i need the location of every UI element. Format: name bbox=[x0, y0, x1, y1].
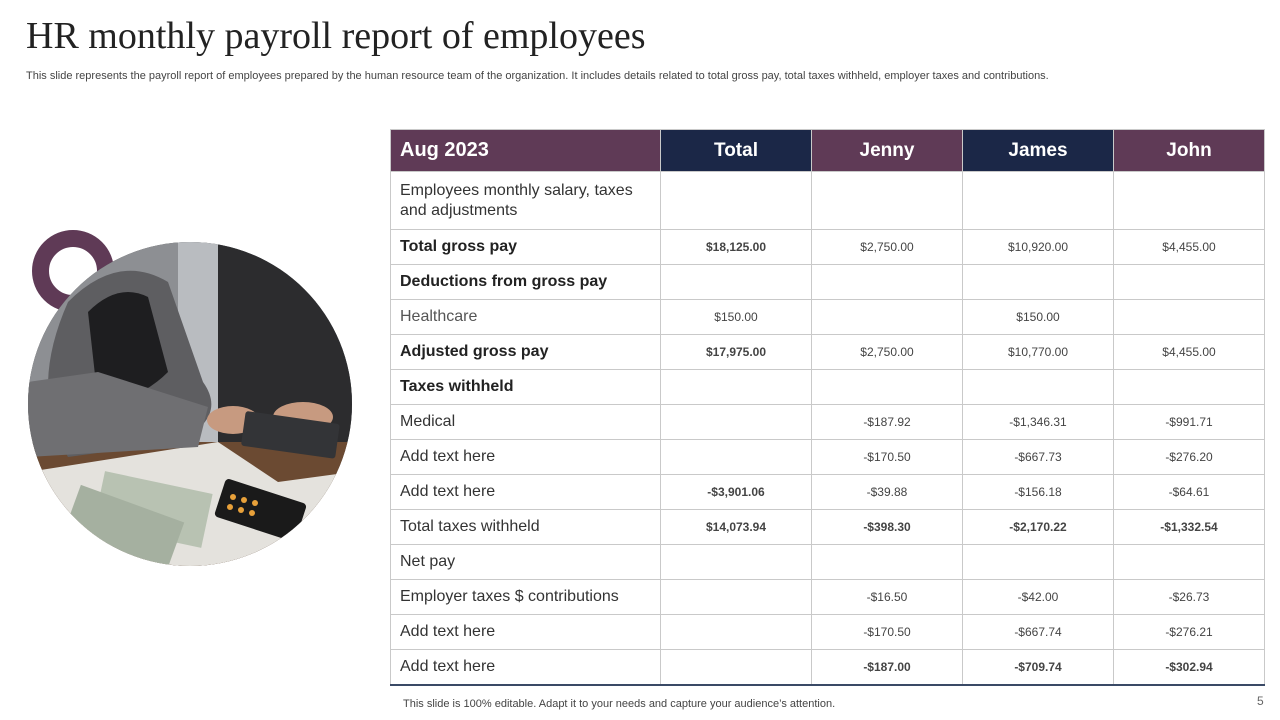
cell-total: $150.00 bbox=[661, 300, 812, 335]
header-john: John bbox=[1114, 130, 1265, 172]
cell-john: -$1,332.54 bbox=[1114, 510, 1265, 545]
cell-james bbox=[963, 172, 1114, 230]
cell-john bbox=[1114, 370, 1265, 405]
row-label: Total gross pay bbox=[391, 230, 661, 265]
table-row bbox=[391, 265, 1265, 300]
cell-total: $18,125.00 bbox=[661, 230, 812, 265]
cell-john: -$991.71 bbox=[1114, 405, 1265, 440]
row-label: Total taxes withheld bbox=[391, 510, 661, 545]
table-row bbox=[391, 580, 1265, 615]
cell-john: -$276.20 bbox=[1114, 440, 1265, 475]
photo-decoration bbox=[26, 228, 356, 568]
table-row bbox=[391, 510, 1265, 545]
page-subtitle: This slide represents the payroll report of employees prepared by the human resource team of the organization. It includes details related to total gross pay, total taxes withheld, employer taxes and contributions. bbox=[26, 70, 1049, 82]
cell-john bbox=[1114, 172, 1265, 230]
table-header-row bbox=[391, 130, 1265, 172]
cell-john: $4,455.00 bbox=[1114, 335, 1265, 370]
footer-note: This slide is 100% editable. Adapt it to your needs and capture your audience’s attention. bbox=[403, 698, 836, 710]
cell-total bbox=[661, 405, 812, 440]
cell-john: $4,455.00 bbox=[1114, 230, 1265, 265]
cell-jenny: -$16.50 bbox=[812, 580, 963, 615]
row-label: Add text here bbox=[391, 440, 661, 475]
table-row bbox=[391, 650, 1265, 686]
row-label: Add text here bbox=[391, 475, 661, 510]
cell-jenny: -$170.50 bbox=[812, 615, 963, 650]
payroll-table bbox=[390, 129, 1265, 686]
cell-james bbox=[963, 370, 1114, 405]
cell-jenny bbox=[812, 370, 963, 405]
cell-total bbox=[661, 265, 812, 300]
cell-john: -$302.94 bbox=[1114, 650, 1265, 686]
cell-jenny bbox=[812, 300, 963, 335]
cell-jenny bbox=[812, 545, 963, 580]
cell-jenny: -$398.30 bbox=[812, 510, 963, 545]
table-row bbox=[391, 615, 1265, 650]
table-row bbox=[391, 172, 1265, 230]
table-row bbox=[391, 405, 1265, 440]
cell-james: -$2,170.22 bbox=[963, 510, 1114, 545]
row-label: Deductions from gross pay bbox=[391, 265, 661, 300]
cell-james bbox=[963, 265, 1114, 300]
page-title: HR monthly payroll report of employees bbox=[26, 15, 646, 57]
cell-jenny: $2,750.00 bbox=[812, 335, 963, 370]
row-label: Employees monthly salary, taxes and adjustments bbox=[391, 172, 661, 230]
cell-jenny: $2,750.00 bbox=[812, 230, 963, 265]
cell-total bbox=[661, 545, 812, 580]
row-label: Medical bbox=[391, 405, 661, 440]
cell-james: -$42.00 bbox=[963, 580, 1114, 615]
cell-jenny: -$187.00 bbox=[812, 650, 963, 686]
cell-james: $10,770.00 bbox=[963, 335, 1114, 370]
table-row bbox=[391, 335, 1265, 370]
cell-total: $14,073.94 bbox=[661, 510, 812, 545]
cell-james: $10,920.00 bbox=[963, 230, 1114, 265]
cell-james: -$1,346.31 bbox=[963, 405, 1114, 440]
table-row bbox=[391, 545, 1265, 580]
cell-total bbox=[661, 440, 812, 475]
table-row bbox=[391, 300, 1265, 335]
cell-jenny: -$187.92 bbox=[812, 405, 963, 440]
row-label: Taxes withheld bbox=[391, 370, 661, 405]
cell-james: -$667.74 bbox=[963, 615, 1114, 650]
cell-john: -$26.73 bbox=[1114, 580, 1265, 615]
header-total: Total bbox=[661, 130, 812, 172]
cell-jenny: -$39.88 bbox=[812, 475, 963, 510]
header-jenny: Jenny bbox=[812, 130, 963, 172]
office-worker-photo bbox=[28, 242, 352, 566]
cell-james: -$667.73 bbox=[963, 440, 1114, 475]
header-period: Aug 2023 bbox=[391, 130, 661, 172]
row-label: Adjusted gross pay bbox=[391, 335, 661, 370]
cell-total bbox=[661, 650, 812, 686]
table-row bbox=[391, 475, 1265, 510]
cell-total bbox=[661, 615, 812, 650]
row-label: Net pay bbox=[391, 545, 661, 580]
table-row bbox=[391, 230, 1265, 265]
cell-total bbox=[661, 370, 812, 405]
cell-jenny bbox=[812, 172, 963, 230]
cell-total bbox=[661, 580, 812, 615]
cell-jenny: -$170.50 bbox=[812, 440, 963, 475]
cell-john: -$276.21 bbox=[1114, 615, 1265, 650]
header-james: James bbox=[963, 130, 1114, 172]
cell-james: $150.00 bbox=[963, 300, 1114, 335]
table-row bbox=[391, 370, 1265, 405]
cell-john: -$64.61 bbox=[1114, 475, 1265, 510]
page-number: 5 bbox=[1257, 694, 1264, 708]
row-label: Add text here bbox=[391, 615, 661, 650]
row-label: Healthcare bbox=[391, 300, 661, 335]
cell-john bbox=[1114, 265, 1265, 300]
cell-total: $17,975.00 bbox=[661, 335, 812, 370]
row-label: Employer taxes $ contributions bbox=[391, 580, 661, 615]
cell-james: -$709.74 bbox=[963, 650, 1114, 686]
cell-james bbox=[963, 545, 1114, 580]
cell-total: -$3,901.06 bbox=[661, 475, 812, 510]
cell-john bbox=[1114, 545, 1265, 580]
cell-jenny bbox=[812, 265, 963, 300]
cell-total bbox=[661, 172, 812, 230]
cell-john bbox=[1114, 300, 1265, 335]
table-row bbox=[391, 440, 1265, 475]
cell-james: -$156.18 bbox=[963, 475, 1114, 510]
row-label: Add text here bbox=[391, 650, 661, 686]
